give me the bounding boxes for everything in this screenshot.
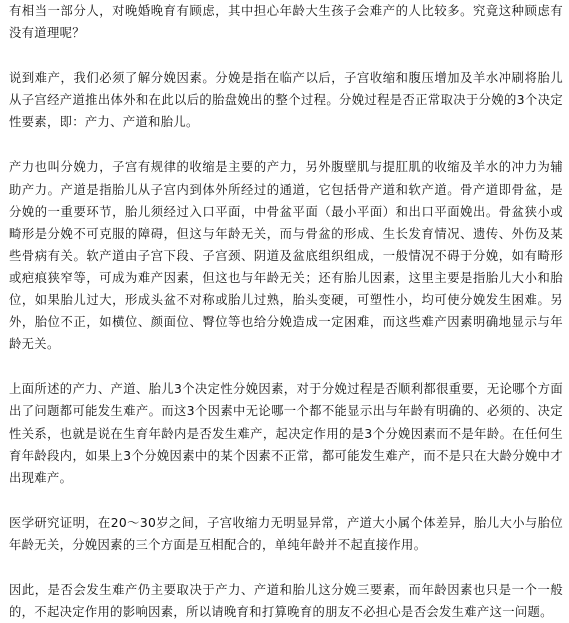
paragraph-gap xyxy=(9,44,563,67)
paragraph-research: 医学研究证明，在20～30岁之间，子宫收缩力无明显异常，产道大小属个体差异，胎儿大小与胎位年龄无关，分娩因素的三个方面是互相配合的，单纯年龄并不起直接作用。 xyxy=(9,515,563,552)
paragraph-gap xyxy=(9,355,563,378)
paragraph-gap xyxy=(9,556,563,579)
paragraph-factors-vs-age: 上面所述的产力、产道、胎儿3个决定性分娩因素，对于分娩过程是否顺利都很重要，无论哪个方面出了问题都可能发生难产。而这3个因素中无论哪一个都不能显示出与年龄有明确的、必须的、决定性关系，也就是说在生育年龄内是否发生难产，起决定作用的是3个分娩因素而不是年龄。在任何生育年龄段内，如果上3个分娩因素中的某个因素不正常，都可能发生难产，而不是只在大龄分娩中才出现难产。 xyxy=(9,382,563,485)
paragraph-intro: 有相当一部分人，对晚婚晚育有顾虑，其中担心年龄大生孩子会难产的人比较多。究竟这种顾虑有没有道理呢？ xyxy=(9,4,563,41)
paragraph-gap xyxy=(9,489,563,512)
paragraph-delivery-definition: 说到难产，我们必须了解分娩因素。分娩是指在临产以后，子宫收缩和腹压增加及羊水冲刷将胎儿从子宫经产道推出体外和在此以后的胎盘娩出的整个过程。分娩过程是否正常取决于分娩的3个决定性要素，即：产力、产道和胎儿。 xyxy=(9,71,563,130)
paragraph-three-factors: 产力也叫分娩力，子宫有规律的收缩是主要的产力，另外腹壁肌与提肛肌的收缩及羊水的冲力为辅助产力。产道是指胎儿从子宫内到体外所经过的通道，它包括骨产道和软产道。骨产道即骨盆，是分娩的一重要环节，胎儿须经过入口平面，中骨盆平面（最小平面）和出口平面娩出。骨盆狭小或畸形是分娩不可克服的障碍，但这与年龄无关，而与骨盆的形成、生长发育情况、遗传、外伤及某些骨病有关。软产道由子宫下段、子宫颈、阴道及盆底组织组成，一般情况不碍于分娩，如有畸形或疤痕狭窄等，可成为难产因素，但这也与年龄无关；还有胎儿因素，这里主要是指胎儿大小和胎位，如果胎儿过大，形成头盆不对称或胎儿过熟，胎头变硬，可塑性小，均可使分娩发生困难。另外，胎位不正，如横位、颜面位、臀位等也给分娩造成一定困难，而这些难产因素明确地显示与年龄无关。 xyxy=(9,160,563,352)
paragraph-conclusion: 因此，是否会发生难产仍主要取决于产力、产道和胎儿这分娩三要素，而年龄因素也只是一个一般的，不起决定作用的影响因素，所以请晚育和打算晚育的朋友不必担心是否会发生难产这一问题。 xyxy=(9,582,563,620)
paragraph-gap xyxy=(9,133,563,156)
